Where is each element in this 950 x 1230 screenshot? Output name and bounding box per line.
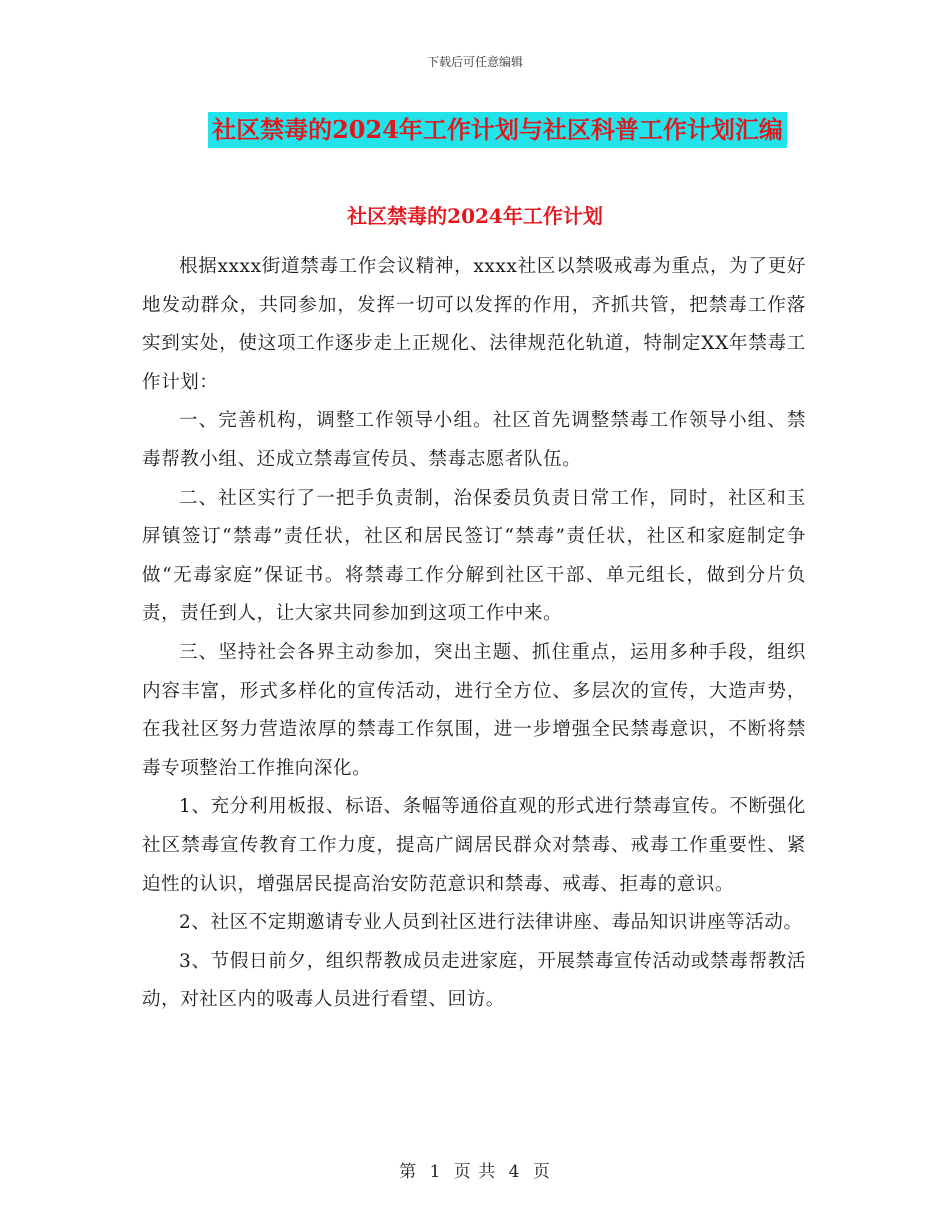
footer-suffix: 页 xyxy=(532,1162,551,1182)
page-number: 1 xyxy=(429,1162,442,1182)
header-note: 下载后可任意编辑 xyxy=(426,55,523,69)
paragraph: 3、节假日前夕，组织帮教成员走进家庭，开展禁毒宣传活动或禁毒帮教活动，对社区内的吸毒人员进行看望、回访。 xyxy=(142,950,806,1011)
page-footer xyxy=(0,1157,950,1182)
paragraph: 1、充分利用板报、标语、条幅等通俗直观的形式进行禁毒宣传。不断强化社区禁毒宣传教育工作力度，提高广阔居民群众对禁毒、戒毒工作重要性、紧迫性的认识，增强居民提高治安防范意识和禁毒、戒毒、拒毒的意识。 xyxy=(142,796,806,895)
paragraph: 根据xxxx街道禁毒工作会议精神，xxxx社区以禁吸戒毒为重点，为了更好地发动群众，共同参加，发挥一切可以发挥的作用，齐抓共管，把禁毒工作落实到实处，使这项工作逐步走上正规化、法律规范化轨道，特制定XX年禁毒工作计划： xyxy=(142,256,806,393)
paragraph: 三、坚持社会各界主动参加，突出主题、抓住重点，运用多种手段，组织内容丰富，形式多样化的宣传活动，进行全方位、多层次的宣传，大造声势，在我社区努力营造浓厚的禁毒工作氛围，进一步增强全民禁毒意识，不断将禁毒专项整治工作推向深化。 xyxy=(142,641,806,779)
page-total: 4 xyxy=(508,1162,521,1182)
main-title-wrap xyxy=(0,112,950,148)
footer-prefix: 第 xyxy=(399,1162,418,1182)
section-title: 社区禁毒的2024年工作计划 xyxy=(347,204,603,228)
document-main-title: 社区禁毒的2024年工作计划与社区科普工作计划汇编 xyxy=(208,112,787,148)
paragraph: 2、社区不定期邀请专业人员到社区进行法律讲座、毒品知识讲座等活动。 xyxy=(179,912,803,934)
paragraph: 二、社区实行了一把手负责制，治保委员负责日常工作，同时，社区和玉屏镇签订“禁毒”责任状，社区和居民签订“禁毒”责任状，社区和家庭制定争做“无毒家庭”保证书。将禁毒工作分解到社区干部、单元组长，做到分片负责，责任到人，让大家共同参加到这项工作中来。 xyxy=(142,487,806,625)
footer-mid: 页 共 xyxy=(453,1162,497,1182)
paragraph: 一、完善机构，调整工作领导小组。社区首先调整禁毒工作领导小组、禁毒帮教小组、还成立禁毒宣传员、禁毒志愿者队伍。 xyxy=(142,410,806,470)
document-body xyxy=(142,248,806,1020)
